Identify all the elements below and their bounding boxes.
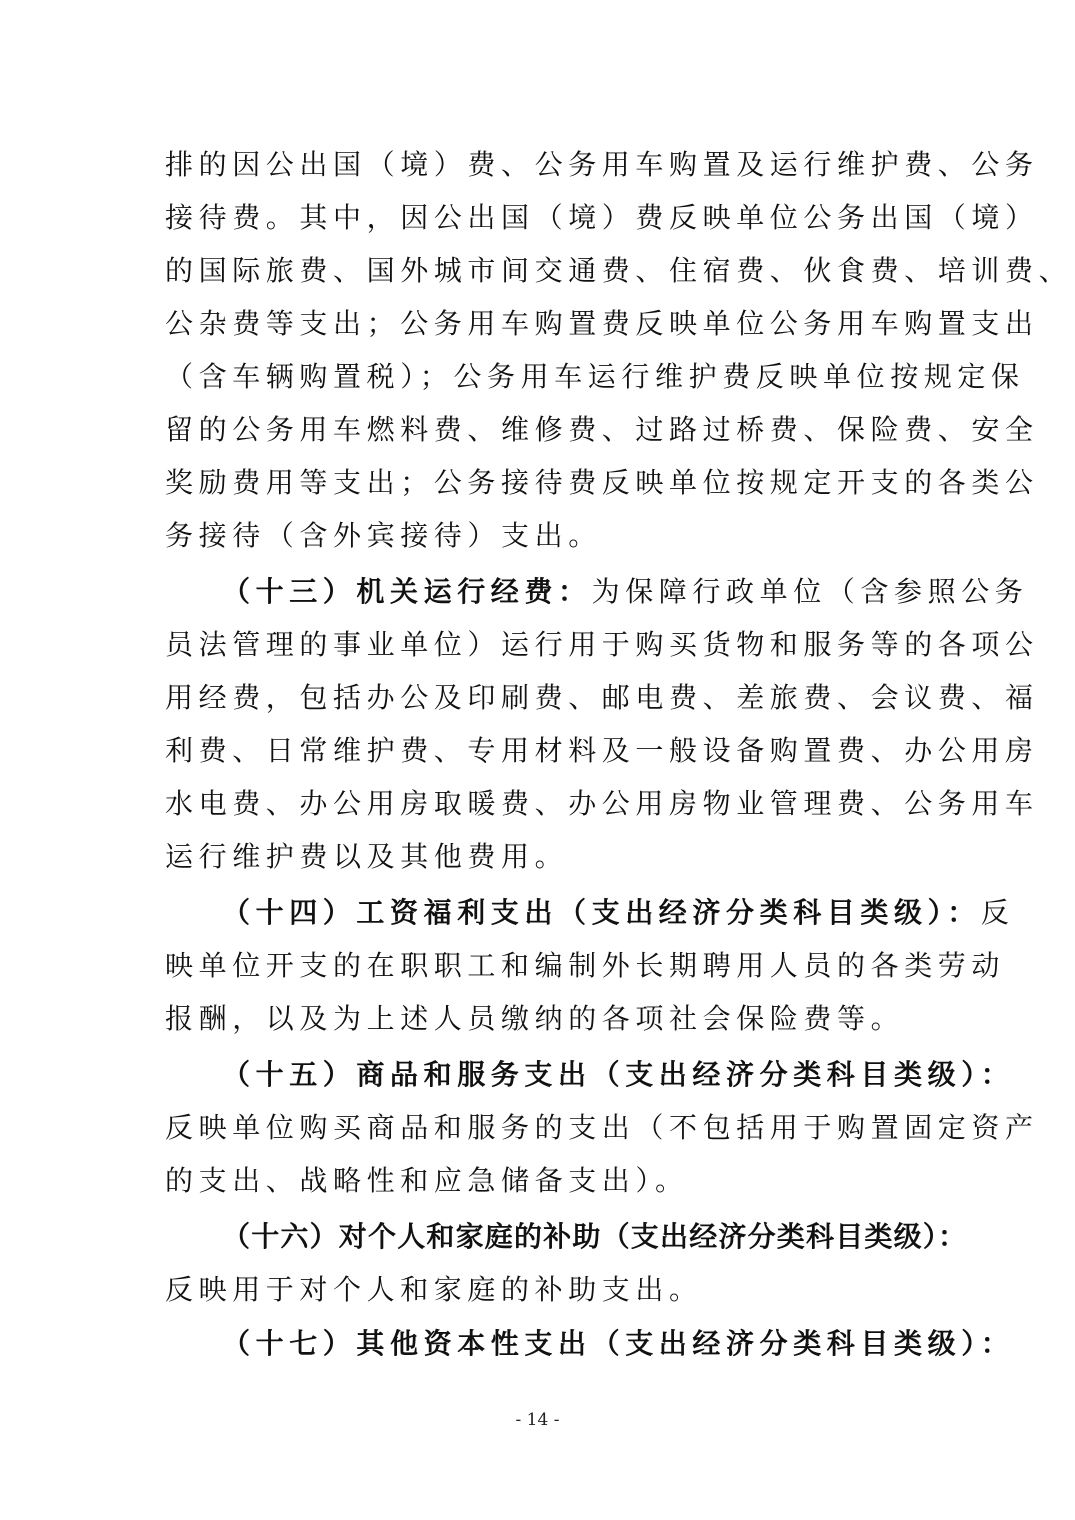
paragraph-first-line <box>222 1318 1015 1370</box>
body-line: 奖励费用等支出；公务接待费反映单位按规定开支的各类公 <box>165 466 1039 499</box>
body-line: 留的公务用车燃料费、维修费、过路过桥费、保险费、安全 <box>165 413 1039 446</box>
body-line: 用经费，包括办公及印刷费、邮电费、差旅费、会议费、福 <box>165 681 1039 714</box>
body-line: 公杂费等支出；公务用车购置费反映单位公务用车购置支出 <box>165 307 1039 340</box>
section-heading-17: （十七）其他资本性支出（支出经济分类科目类级）： <box>222 1327 1015 1360</box>
body-line: 反映单位购买商品和服务的支出（不包括用于购置固定资产 <box>165 1111 1039 1144</box>
body-line: 报酬，以及为上述人员缴纳的各项社会保险费等。 <box>165 1002 905 1035</box>
paragraph-first-line <box>222 887 1015 939</box>
body-line: 水电费、办公用房取暖费、办公用房物业管理费、公务用车 <box>165 787 1039 820</box>
paragraph-first-line <box>222 1049 1015 1101</box>
section-heading-15: （十五）商品和服务支出（支出经济分类科目类级）： <box>222 1058 1015 1091</box>
body-line: 利费、日常维护费、专用材料及一般设备购置费、办公用房 <box>165 734 1039 767</box>
body-text: 为保障行政单位（含参照公务 <box>591 575 1029 608</box>
body-line: 运行维护费以及其他费用。 <box>165 840 569 873</box>
body-line: 反映用于对个人和家庭的补助支出。 <box>165 1273 703 1306</box>
body-line: 员法管理的事业单位）运行用于购买货物和服务等的各项公 <box>165 628 1039 661</box>
body-line: 务接待（含外宾接待）支出。 <box>165 519 602 552</box>
paragraph-first-line <box>222 566 1029 618</box>
body-line: 的国际旅费、国外城市间交通费、住宿费、伙食费、培训费、 <box>165 254 1073 287</box>
body-text: 反 <box>980 896 1015 929</box>
body-line: 映单位开支的在职职工和编制外长期聘用人员的各类劳动 <box>165 949 1006 982</box>
body-line: 排的因公出国（境）费、公务用车购置及运行维护费、公务 <box>165 148 1039 181</box>
body-line: 的支出、战略性和应急储备支出）。 <box>165 1164 689 1197</box>
section-heading-14: （十四）工资福利支出（支出经济分类科目类级）： <box>222 896 981 929</box>
paragraph-first-line <box>222 1211 968 1263</box>
page-number: - 14 - <box>515 1410 560 1430</box>
section-heading-16: （十六）对个人和家庭的补助（支出经济分类科目类级）： <box>222 1220 968 1253</box>
section-heading-13: （十三）机关运行经费： <box>222 575 592 608</box>
body-line: （含车辆购置税）；公务用车运行维护费反映单位按规定保 <box>165 360 1025 393</box>
body-line: 接待费。其中，因公出国（境）费反映单位公务出国（境） <box>165 201 1039 234</box>
